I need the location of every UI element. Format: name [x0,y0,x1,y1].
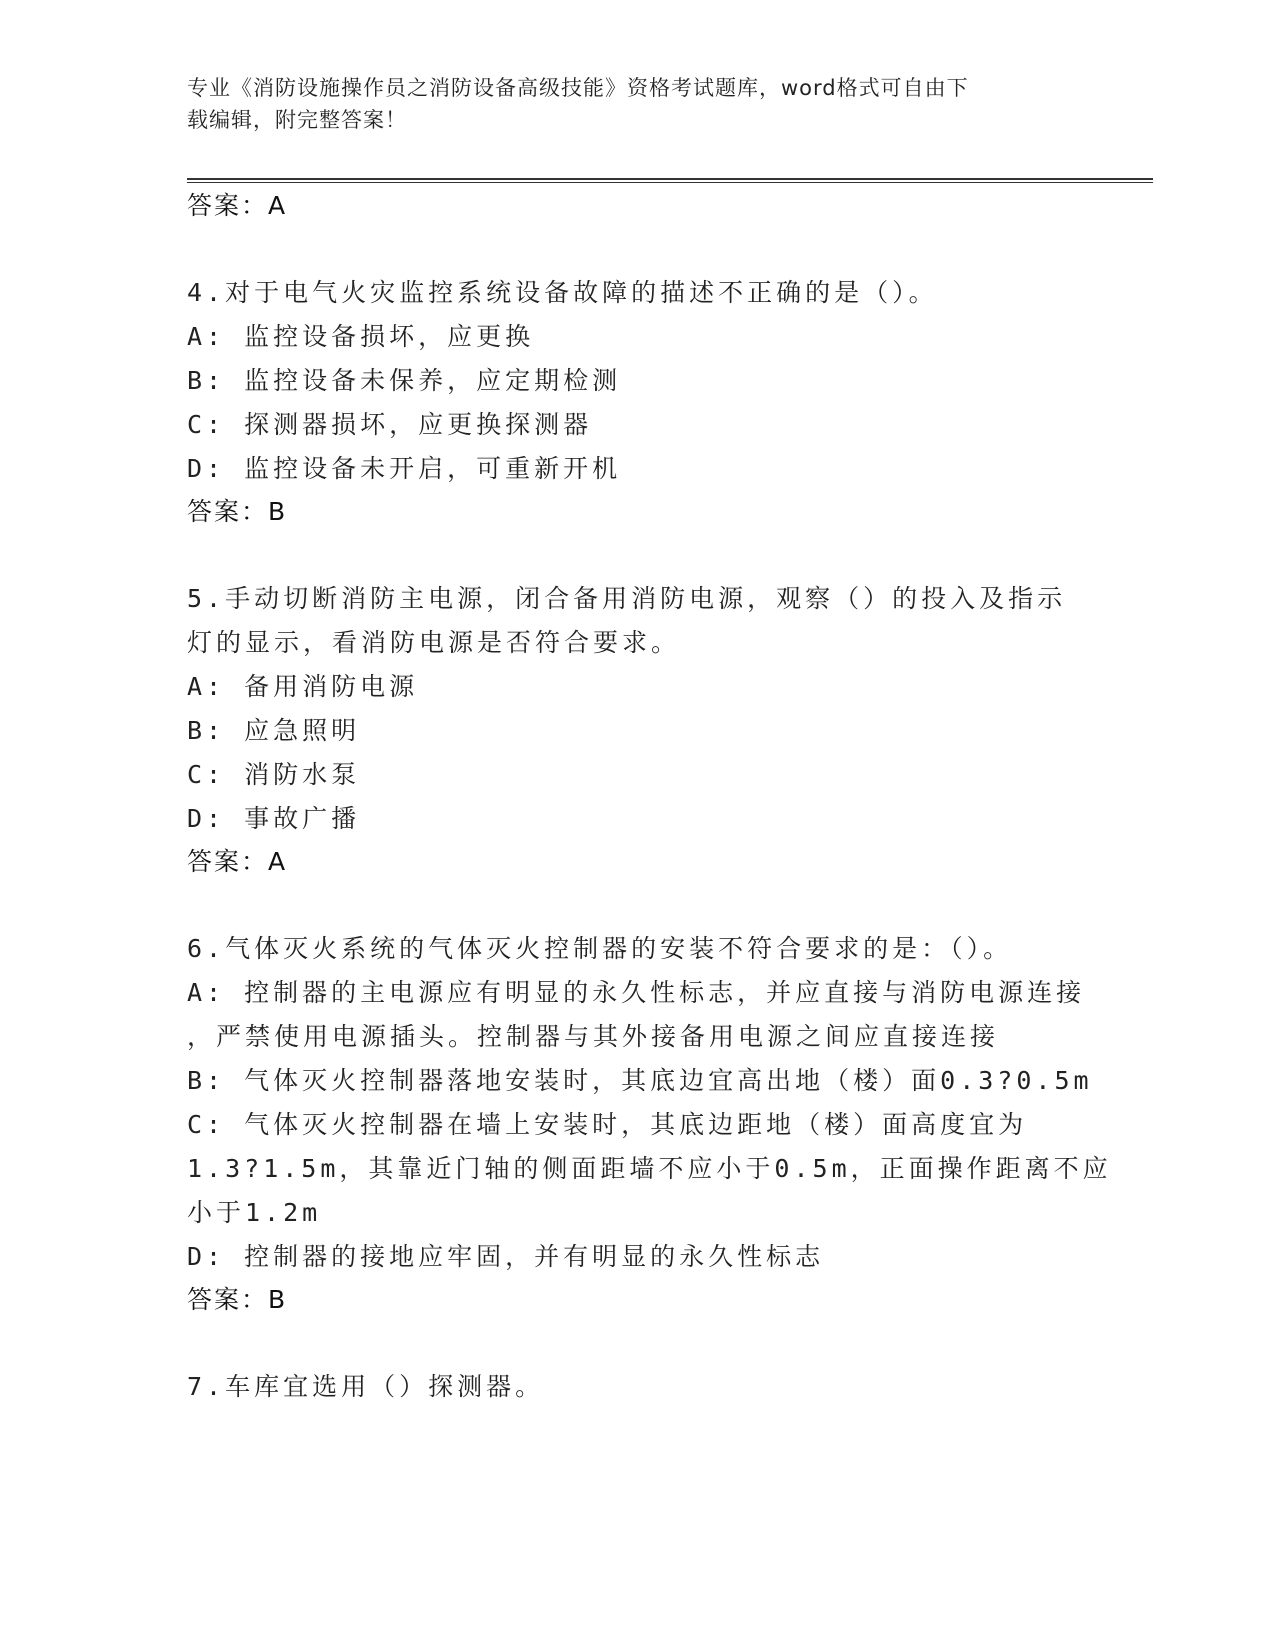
q6-option-c-line-2: 1.3?1.5m，其靠近门轴的侧面距墙不应小于0.5m，正面操作距离不应 [187,1154,1112,1183]
q5-option-d: D: 事故广播 [187,804,361,833]
q6-option-a-line-2: ，严禁使用电源插头。控制器与其外接备用电源之间应直接连接 [187,1022,1000,1051]
previous-question-answer: 答案：A [187,191,288,220]
q4-option-d: D: 监控设备未开启，可重新开机 [187,454,622,483]
header-divider-thick [187,178,1153,180]
q4-option-a: A: 监控设备损坏，应更换 [187,322,535,351]
header-divider-thin [187,182,1153,183]
q5-question-line-2: 灯的显示，看消防电源是否符合要求。 [187,628,681,657]
q6-option-a-line-1: A: 控制器的主电源应有明显的永久性标志，并应直接与消防电源连接 [187,978,1086,1007]
q4-option-c: C: 探测器损坏，应更换探测器 [187,410,593,439]
q6-answer: 答案：B [187,1285,288,1314]
q6-option-c-line-1: C: 气体灭火控制器在墙上安装时，其底边距地（楼）面高度宜为 [187,1110,1028,1139]
q7-question: 7.车库宜选用（）探测器。 [187,1372,545,1401]
q5-option-b: B: 应急照明 [187,716,361,745]
header-line-2: 载编辑，附完整答案！ [187,108,407,132]
q4-question: 4.对于电气火灾监控系统设备故障的描述不正确的是（）。 [187,278,938,307]
q6-option-c-line-3: 小于1.2m [187,1198,322,1227]
q6-option-d: D: 控制器的接地应牢固，并有明显的永久性标志 [187,1242,825,1271]
q5-question-line-1: 5.手动切断消防主电源，闭合备用消防电源，观察（）的投入及指示 [187,584,1067,613]
q6-question: 6.气体灭火系统的气体灭火控制器的安装不符合要求的是：（）。 [187,934,1013,963]
q5-option-c: C: 消防水泵 [187,760,361,789]
q6-option-b: B: 气体灭火控制器落地安装时，其底边宜高出地（楼）面0.3?0.5m [187,1066,1093,1095]
q5-option-a: A: 备用消防电源 [187,672,419,701]
q4-answer: 答案：B [187,497,288,526]
header-line-1: 专业《消防设施操作员之消防设备高级技能》资格考试题库，word格式可自由下 [187,76,969,100]
q4-option-b: B: 监控设备未保养，应定期检测 [187,366,622,395]
q5-answer: 答案：A [187,847,288,876]
document-header [187,72,1067,136]
